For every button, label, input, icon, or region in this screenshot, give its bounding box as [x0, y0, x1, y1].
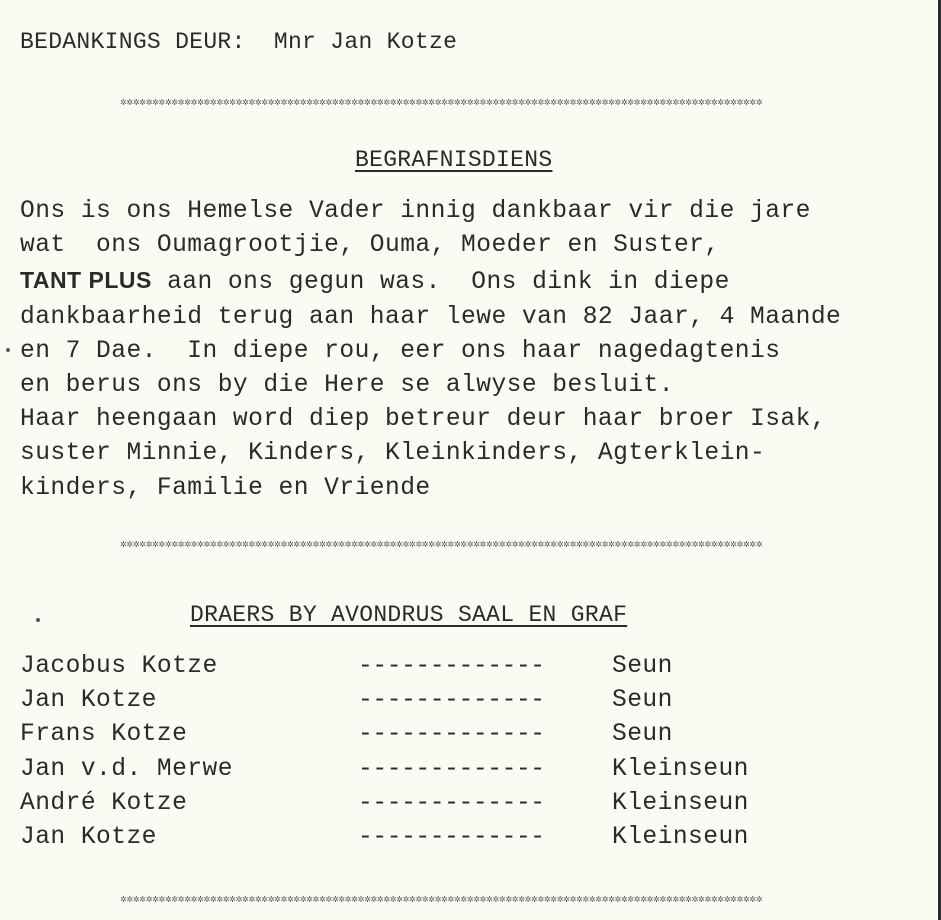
separator-2: ✲✲✲✲✲✲✲✲✲✲✲✲✲✲✲✲✲✲✲✲✲✲✲✲✲✲✲✲✲✲✲✲✲✲✲✲✲✲✲✲✲✲✲✲✲✲✲✲✲✲✲✲✲✲✲✲✲✲✲✲✲✲✲✲✲✲✲✲✲✲✲✲✲✲✲✲✲✲✲✲✲✲✲✲✲✲✲✲✲✲✲✲✲✲✲✲✲✲✲✲ — [120, 539, 763, 551]
bearer-dashes: ------------- — [358, 755, 545, 783]
bearer-dashes: ------------- — [358, 721, 545, 749]
bearer-dashes: ------------- — [358, 823, 545, 851]
paragraph-line: suster Minnie, Kinders, Kleinkinders, Agterklein- — [20, 440, 766, 468]
bearer-role: Seun — [612, 687, 673, 715]
paragraph-line-rest: aan ons gegun was. Ons dink in diepe — [167, 269, 730, 297]
bearer-dashes: ------------- — [358, 653, 545, 680]
paragraph-line: en berus ons by die Here se alwyse besluit. — [20, 372, 674, 400]
separator-3: ✲✲✲✲✲✲✲✲✲✲✲✲✲✲✲✲✲✲✲✲✲✲✲✲✲✲✲✲✲✲✲✲✲✲✲✲✲✲✲✲✲✲✲✲✲✲✲✲✲✲✲✲✲✲✲✲✲✲✲✲✲✲✲✲✲✲✲✲✲✲✲✲✲✲✲✲✲✲✲✲✲✲✲✲✲✲✲✲✲✲✲✲✲✲✲✲✲✲✲✲ — [120, 894, 763, 906]
funeral-paragraph — [20, 195, 940, 506]
bearer-role: Kleinseun — [612, 789, 749, 817]
paragraph-line — [20, 263, 940, 300]
bearer-role: Kleinseun — [612, 755, 749, 783]
bearers-title: DRAERS BY AVONDRUS SAAL EN GRAF — [190, 602, 628, 628]
speck-mark — [36, 618, 40, 622]
bearer-name: Jan Kotze — [20, 687, 157, 715]
paragraph-line: dankbaarheid terug aan haar lewe van 82 Jaar, 4 Maande — [20, 303, 842, 331]
bearer-dashes: ------------- — [358, 687, 545, 715]
bearer-name: Jan v.d. Merwe — [20, 755, 233, 783]
paragraph-line: wat ons Oumagrootjie, Ouma, Moeder en Suster, — [20, 232, 720, 260]
thanks-line: BEDANKINGS DEUR: Mnr Jan Kotze — [20, 29, 458, 55]
bearer-dashes: ------------- — [358, 789, 545, 817]
speck-mark — [6, 348, 10, 352]
paragraph-line: kinders, Familie en Vriende — [20, 474, 431, 502]
bearer-role: Seun — [612, 653, 673, 680]
paragraph-line: Ons is ons Hemelse Vader innig dankbaar vir die jare — [20, 198, 811, 225]
separator-1: ✲✲✲✲✲✲✲✲✲✲✲✲✲✲✲✲✲✲✲✲✲✲✲✲✲✲✲✲✲✲✲✲✲✲✲✲✲✲✲✲✲✲✲✲✲✲✲✲✲✲✲✲✲✲✲✲✲✲✲✲✲✲✲✲✲✲✲✲✲✲✲✲✲✲✲✲✲✲✲✲✲✲✲✲✲✲✲✲✲✲✲✲✲✲✲✲✲✲✲✲ — [120, 97, 763, 109]
bearer-name: André Kotze — [20, 789, 188, 817]
bearer-name: Jacobus Kotze — [20, 653, 218, 680]
paragraph-line: en 7 Dae. In diepe rou, eer ons haar nagedagtenis — [20, 337, 781, 365]
bearer-role: Seun — [612, 721, 673, 749]
deceased-name: TANT PLUS — [20, 267, 152, 294]
funeral-service-title: BEGRAFNISDIENS — [355, 147, 553, 173]
paragraph-line: Haar heengaan word diep betreur deur haar broer Isak, — [20, 406, 827, 434]
bearer-role: Kleinseun — [612, 823, 749, 851]
bearer-name: Frans Kotze — [20, 721, 188, 749]
bearer-name: Jan Kotze — [20, 823, 157, 851]
